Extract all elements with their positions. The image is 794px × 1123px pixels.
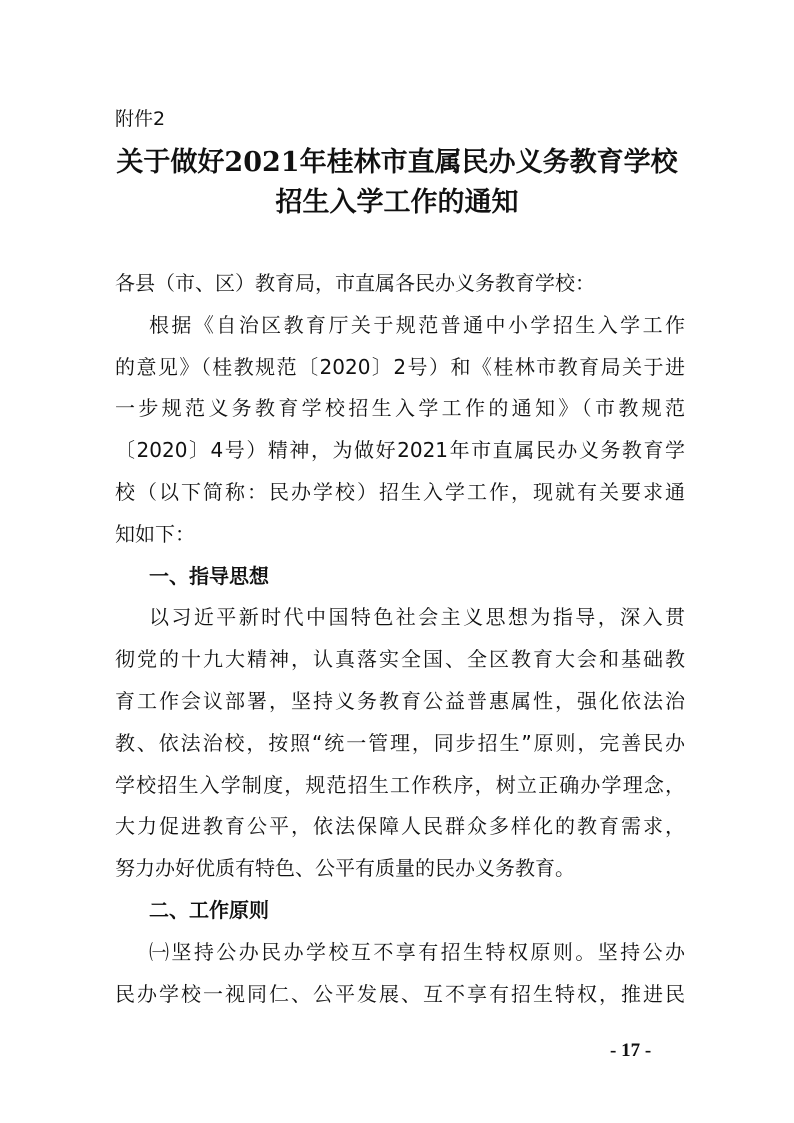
text-line: 彻党的十九大精神，认真落实全国、全区教育大会和基础教 (115, 647, 685, 672)
document-title-line-1: 关于做好2021年桂林市直属民办义务教育学校 (116, 147, 678, 178)
text-line: 〔2020〕4号）精神，为做好2021年市直属民办义务教育学 (115, 438, 685, 463)
text-line: 知如下： (115, 521, 195, 546)
text-line: 的意见》（桂教规范〔2020〕2号）和《桂林市教育局关于进 (115, 354, 685, 379)
text-line: 学校招生入学制度，规范招生工作秩序，树立正确办学理念， (115, 772, 685, 797)
text-line: 教、依法治校，按照“统一管理，同步招生”原则，完善民办 (115, 730, 685, 755)
attachment-label: 附件2 (115, 108, 166, 130)
text-line: 努力办好优质有特色、公平有质量的民办义务教育。 (115, 856, 575, 881)
text-line: 育工作会议部署，坚持义务教育公益普惠属性，强化依法治 (115, 688, 685, 713)
text-line: 各县（市、区）教育局，市直属各民办义务教育学校： (115, 271, 595, 295)
section-heading: 一、指导思想 (149, 563, 269, 588)
text-line: 一步规范义务教育学校招生入学工作的通知》（市教规范 (115, 396, 685, 421)
section-heading: 二、工作原则 (149, 897, 269, 922)
text-line: 根据《自治区教育厅关于规范普通中小学招生入学工作 (149, 312, 685, 337)
text-line: ㈠坚持公办民办学校互不享有招生特权原则。坚持公办 (149, 939, 685, 964)
text-line: 校（以下简称：民办学校）招生入学工作，现就有关要求通 (115, 479, 685, 504)
text-line: 以习近平新时代中国特色社会主义思想为指导，深入贯 (149, 605, 685, 630)
document-title-line-2: 招生入学工作的通知 (275, 187, 519, 218)
text-line: 民办学校一视同仁、公平发展、互不享有招生特权，推进民 (115, 981, 685, 1006)
text-line: 大力促进教育公平，依法保障人民群众多样化的教育需求， (115, 814, 685, 839)
document-body (115, 268, 685, 1020)
page-number: - 17 - (610, 1040, 652, 1061)
